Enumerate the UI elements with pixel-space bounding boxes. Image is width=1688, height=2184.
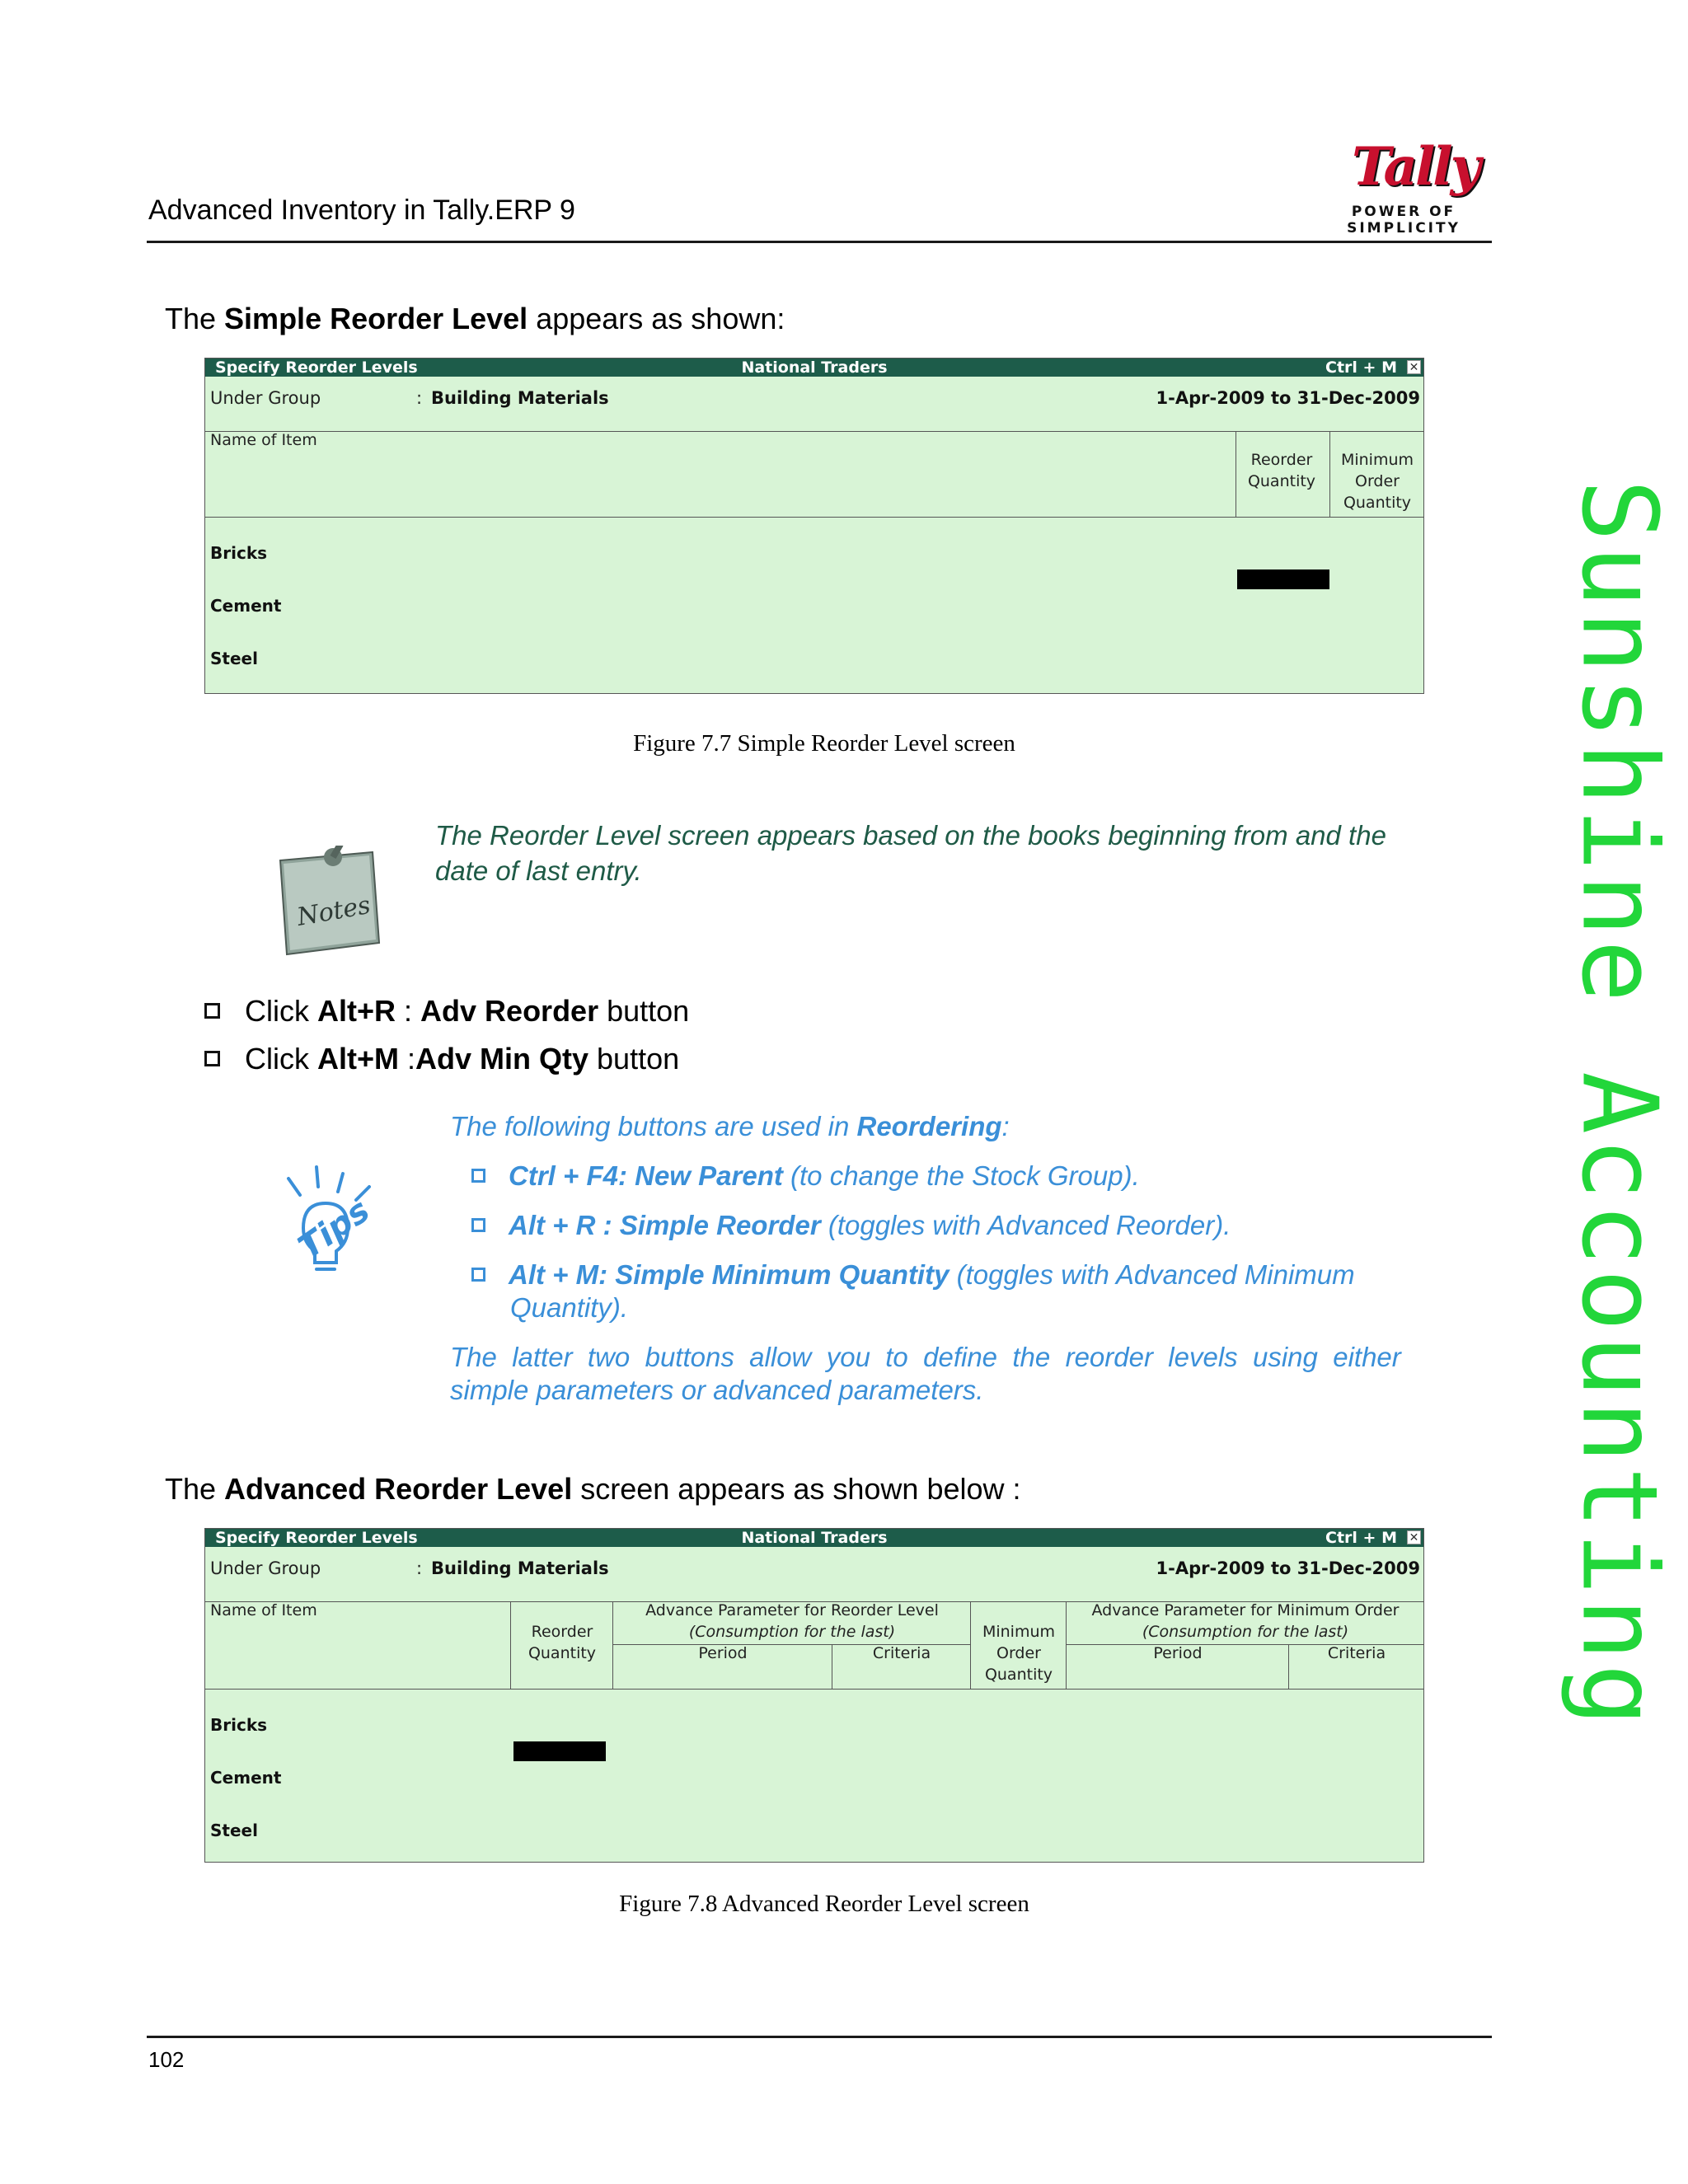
col-period: Period (1153, 1644, 1203, 1662)
svg-text:Notes: Notes (294, 890, 373, 932)
note-text: The Reorder Level screen appears based on the books beginning from and the date of last entry. (435, 820, 1386, 886)
column-divider (1288, 1644, 1289, 1689)
figure-caption: Figure 7.8 Advanced Reorder Level screen (619, 1891, 1029, 1917)
bullet-adv-min-qty: Click Alt+M :Adv Min Qty button (204, 1042, 679, 1076)
item-row[interactable]: Bricks (210, 1715, 268, 1735)
tips-item: Alt + R : Simple Reorder (toggles with Advanced Reorder). (471, 1210, 1231, 1241)
col-consumption-note: (Consumption for the last) (688, 1623, 896, 1641)
square-bullet-icon (204, 1003, 220, 1019)
divider (205, 431, 1423, 432)
watermark: Sunshine Accounting (1559, 479, 1681, 1730)
input-cursor[interactable] (1237, 569, 1329, 589)
screen-titlebar (205, 359, 1423, 377)
period-range: 1-Apr-2009 to 31-Dec-2009 (1156, 388, 1420, 408)
footer-rule (147, 2036, 1492, 2038)
simple-reorder-screen (204, 358, 1424, 694)
column-divider (1066, 1601, 1067, 1689)
col-consumption-note: (Consumption for the last) (1142, 1623, 1349, 1641)
tips-icon (264, 1162, 387, 1286)
tips-item: Alt + M: Simple Minimum Quantity (toggles with Advanced Minimum (471, 1259, 1355, 1291)
close-icon[interactable]: ✕ (1407, 1530, 1421, 1544)
square-bullet-icon (471, 1218, 485, 1232)
page-number: 102 (148, 2047, 185, 2072)
tips-item: Ctrl + F4: New Parent (to change the Stock Group). (471, 1160, 1140, 1192)
col-reorder-quantity: Reorder Quantity (1247, 451, 1316, 490)
screen-title: Specify Reorder Levels (215, 359, 418, 377)
divider (205, 517, 1423, 518)
item-row[interactable]: Steel (210, 1821, 258, 1840)
tips-outro: simple parameters or advanced parameters. (450, 1375, 984, 1405)
item-row[interactable]: Cement (210, 1768, 282, 1788)
tips-item-continued: Quantity). (510, 1292, 629, 1323)
col-adv-min-title: Advance Parameter for Minimum Order (1091, 1601, 1400, 1619)
header-rule (147, 241, 1492, 243)
under-group-label: Under Group (210, 1558, 321, 1578)
screen-title: Specify Reorder Levels (215, 1529, 418, 1547)
colon: : (416, 1558, 423, 1578)
col-name-of-item: Name of Item (210, 431, 317, 449)
col-minimum-order-quantity: Minimum Order Quantity (982, 1623, 1056, 1684)
col-reorder-quantity: Reorder Quantity (528, 1623, 597, 1662)
tips-intro: The following buttons are used in Reordering: (450, 1111, 1010, 1141)
input-cursor[interactable] (513, 1741, 606, 1761)
tally-logo (1309, 136, 1498, 237)
column-divider (1329, 431, 1330, 517)
column-divider (612, 1601, 613, 1689)
svg-text:Tips: Tips (292, 1191, 377, 1268)
column-divider (510, 1601, 511, 1689)
screen-titlebar (205, 1529, 1423, 1547)
company-name: National Traders (741, 359, 888, 377)
advanced-reorder-screen (204, 1528, 1424, 1863)
under-group-value[interactable]: Building Materials (431, 388, 609, 408)
logo-tagline: POWER OF SIMPLICITY (1347, 204, 1461, 237)
colon: : (416, 388, 423, 408)
col-adv-reorder-title: Advance Parameter for Reorder Level (645, 1601, 939, 1619)
tips-outro: The latter two buttons allow you to define the reorder levels using either (450, 1342, 1401, 1372)
col-period: Period (698, 1644, 748, 1662)
under-group-label: Under Group (210, 388, 321, 408)
notes-icon (272, 846, 387, 961)
divider (205, 1689, 1423, 1690)
bullet-adv-reorder: Click Alt+R : Adv Reorder button (204, 994, 689, 1029)
col-minimum-order-quantity: Minimum Order Quantity (1340, 451, 1414, 512)
period-range: 1-Apr-2009 to 31-Dec-2009 (1156, 1558, 1420, 1578)
section-simple-intro: The Simple Reorder Level appears as shown: (165, 302, 785, 335)
running-header: Advanced Inventory in Tally.ERP 9 (148, 194, 575, 226)
square-bullet-icon (204, 1051, 220, 1066)
item-row[interactable]: Cement (210, 596, 282, 616)
col-criteria: Criteria (1327, 1644, 1386, 1662)
col-criteria: Criteria (872, 1644, 931, 1662)
col-name-of-item: Name of Item (210, 1601, 317, 1619)
company-name: National Traders (741, 1529, 888, 1547)
square-bullet-icon (471, 1268, 485, 1282)
square-bullet-icon (471, 1169, 485, 1183)
logo-wordmark: Tally (1352, 136, 1479, 198)
column-divider (970, 1601, 971, 1689)
close-icon[interactable]: ✕ (1407, 360, 1421, 374)
under-group-value[interactable]: Building Materials (431, 1558, 609, 1578)
section-advanced-intro: The Advanced Reorder Level screen appears as shown below : (165, 1472, 1021, 1506)
item-row[interactable]: Steel (210, 649, 258, 668)
item-row[interactable]: Bricks (210, 543, 268, 563)
shortcut-label: Ctrl + M (1325, 1529, 1397, 1547)
shortcut-label: Ctrl + M (1325, 359, 1397, 377)
figure-caption: Figure 7.7 Simple Reorder Level screen (633, 730, 1015, 757)
